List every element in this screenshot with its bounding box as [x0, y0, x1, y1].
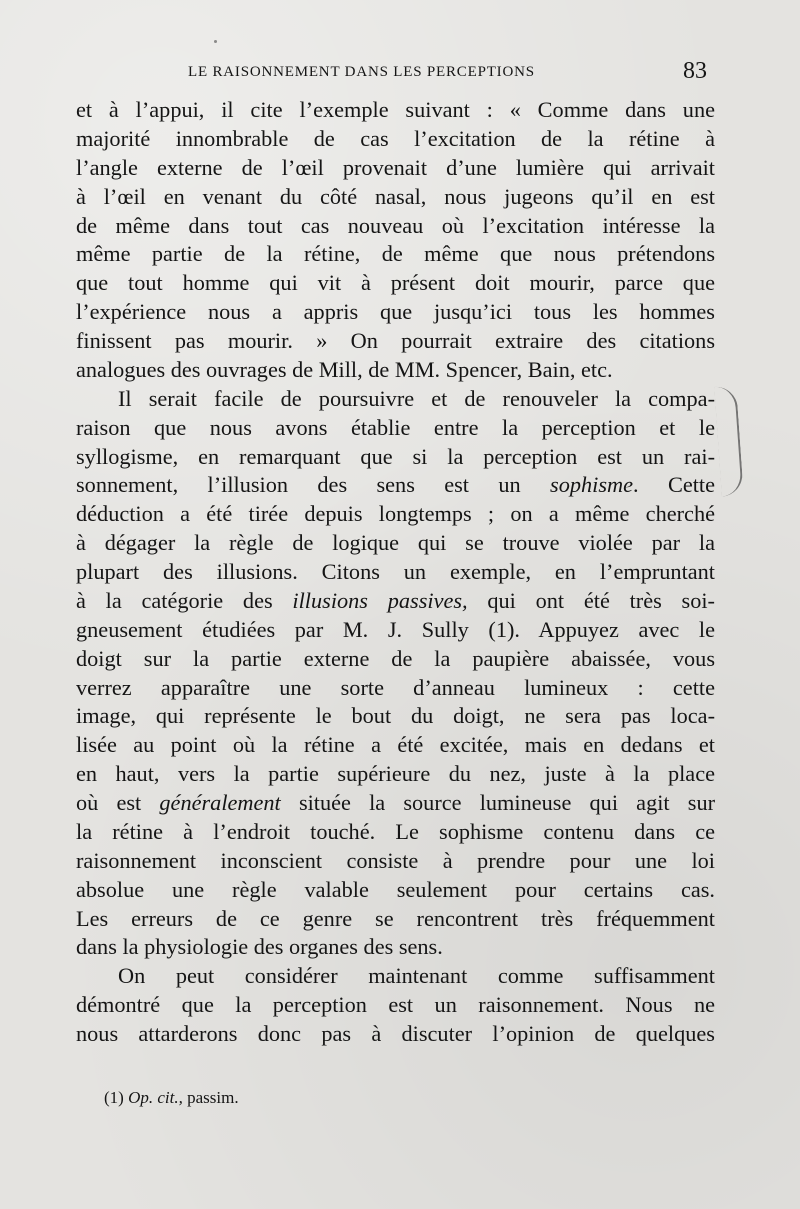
- text-line: raison que nous avons établie entre la perception et le: [76, 414, 715, 440]
- text-line: analogues des ouvrages de Mill, de MM. Spencer, Bain, etc.: [76, 356, 613, 382]
- text-line: de même dans tout cas nouveau où l’excitation intéresse la: [76, 212, 715, 238]
- text-segment: . Cette: [633, 472, 715, 498]
- text-segment: située la source lumineuse qui agit sur: [298, 790, 716, 815]
- text-line: dans la physiologie des organes des sens.: [76, 934, 443, 960]
- text-line: démontré que la perception est un raisonnement. Nous ne: [76, 992, 715, 1018]
- text-segment: à la catégorie des: [76, 587, 273, 613]
- text-line: l’expérience nous a appris que jusqu’ici tous les hommes: [76, 299, 715, 325]
- text-line: majorité innombrable de cas l’excitation de la rétine à: [76, 125, 715, 151]
- text-line: déduction a été tirée depuis longtemps ; on a même cherché: [76, 501, 715, 527]
- text-line: On peut considérer maintenant comme suffisamment: [118, 963, 715, 989]
- main-text: [76, 96, 715, 1049]
- margin-pencil-mark: [714, 385, 744, 496]
- text-line-mixed: [76, 789, 715, 818]
- text-segment: sonnement, l’illusion des sens est un: [76, 472, 521, 498]
- running-title: LE RAISONNEMENT DANS LES PERCEPTIONS: [188, 64, 535, 80]
- text-line: lisée au point où la rétine a été excitée, mais en dedans et: [76, 732, 715, 758]
- text-line: raisonnement inconscient consiste à prendre pour une loi: [76, 847, 715, 873]
- paragraph-1: [76, 96, 715, 385]
- text-line: finissent pas mourir. » On pourrait extraire des citations: [76, 328, 715, 353]
- text-line: à dégager la règle de logique qui se trouve violée par la: [76, 530, 715, 556]
- page-header: [0, 58, 800, 90]
- text-line: image, qui représente le bout du doigt, ne sera pas loca-: [76, 703, 715, 729]
- footnote-italic: Op. cit.,: [128, 1088, 183, 1107]
- text-segment: où est: [76, 790, 142, 815]
- text-line: l’angle externe de l’œil provenait d’une lumière qui arrivait: [76, 154, 715, 180]
- text-line: doigt sur la partie externe de la paupière abaissée, vous: [76, 645, 715, 671]
- text-segment: qui ont été très soi-: [487, 587, 715, 613]
- text-line-mixed: [76, 587, 715, 616]
- text-line: syllogisme, en remarquant que si la perception est un rai-: [76, 443, 715, 469]
- text-line-mixed: [76, 471, 715, 500]
- text-line: la rétine à l’endroit touché. Le sophisme contenu dans ce: [76, 818, 715, 844]
- italic-words-illusions-passives: illusions passives,: [292, 587, 468, 613]
- footnote: [104, 1088, 239, 1108]
- paragraph-2: [76, 385, 715, 963]
- text-line: même partie de la rétine, de même que nous prétendons: [76, 241, 715, 267]
- text-line: Il serait facile de poursuivre et de renouveler la compa-: [118, 385, 715, 411]
- text-line: nous attarderons donc pas à discuter l’opinion de quelques: [76, 1021, 715, 1046]
- footnote-marker: (1): [104, 1088, 124, 1107]
- text-line: plupart des illusions. Citons un exemple, en l’empruntant: [76, 559, 715, 584]
- ink-dot: [214, 40, 217, 43]
- text-line: et à l’appui, il cite l’exemple suivant : « Comme dans une: [76, 97, 715, 122]
- footnote-text: passim.: [187, 1088, 239, 1107]
- paragraph-3: [76, 962, 715, 1049]
- text-line: verrez apparaître une sorte d’anneau lumineux : cette: [76, 674, 715, 700]
- page-number: 83: [683, 58, 707, 84]
- italic-word-sophisme: sophisme: [550, 472, 634, 498]
- text-line: absolue une règle valable seulement pour certains cas.: [76, 876, 715, 902]
- text-line: Les erreurs de ce genre se rencontrent très fréquemment: [76, 905, 715, 931]
- italic-word-generalement: généralement: [159, 790, 281, 815]
- text-line: en haut, vers la partie supérieure du nez, juste à la place: [76, 761, 715, 787]
- text-line: que tout homme qui vit à présent doit mourir, parce que: [76, 270, 715, 296]
- text-line: gneusement étudiées par M. J. Sully (1). Appuyez avec le: [76, 616, 715, 642]
- text-line: à l’œil en venant du côté nasal, nous jugeons qu’il en est: [76, 183, 715, 209]
